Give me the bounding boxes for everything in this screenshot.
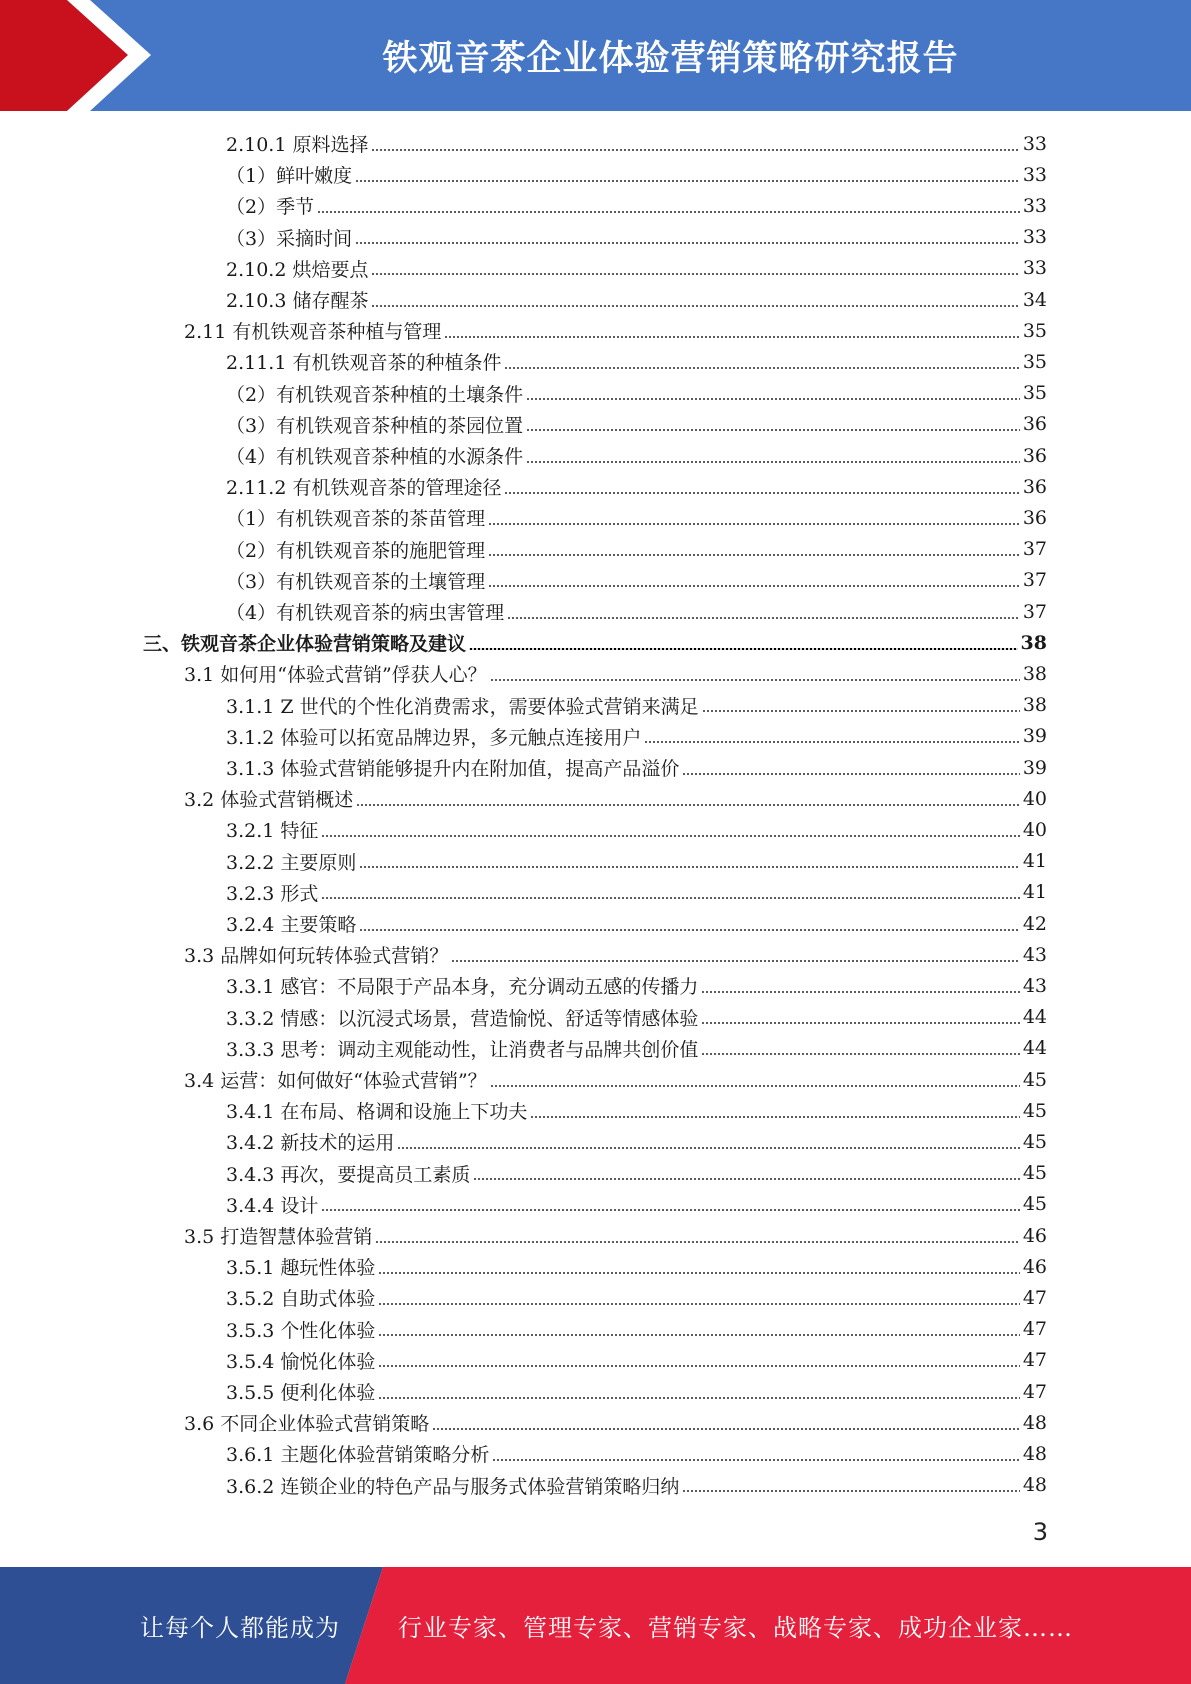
toc-entry-page: 37 xyxy=(1022,600,1047,623)
toc-entry-title: （2）季节 xyxy=(226,196,315,219)
toc-entry[interactable] xyxy=(226,190,1047,221)
toc-entry-page: 38 xyxy=(1022,662,1047,685)
toc-dot-leader xyxy=(378,1397,1019,1399)
toc-dot-leader xyxy=(356,804,1020,806)
toc-entry-title: 3.2.1 特征 xyxy=(226,820,319,843)
toc-entry-page: 39 xyxy=(1022,756,1047,779)
toc-entry-title: 3.5.1 趣玩性体验 xyxy=(226,1257,376,1280)
toc-entry-page: 36 xyxy=(1022,475,1047,498)
toc-entry[interactable] xyxy=(226,1189,1047,1220)
toc-entry-page: 42 xyxy=(1022,912,1047,935)
toc-entry[interactable] xyxy=(226,284,1047,315)
toc-entry-page: 39 xyxy=(1022,725,1047,748)
page-footer xyxy=(0,1567,1191,1684)
toc-entry-title: 3.3.3 思考：调动主观能动性，让消费者与品牌共创价值 xyxy=(226,1038,699,1061)
toc-entry-title: 2.11.2 有机铁观音茶的管理途径 xyxy=(226,477,502,500)
toc-entry[interactable] xyxy=(226,222,1047,253)
toc-dot-leader xyxy=(702,710,1020,712)
toc-entry[interactable] xyxy=(226,346,1047,377)
toc-entry-title: 3.4 运营：如何做好“体验式营销”？ xyxy=(184,1070,487,1092)
toc-entry-title: 3.1.2 体验可以拓宽品牌边界，多元触点连接用户 xyxy=(226,726,642,749)
toc-entry-page: 47 xyxy=(1022,1318,1047,1341)
toc-entry[interactable] xyxy=(226,159,1047,190)
toc-dot-leader xyxy=(359,866,1019,868)
toc-entry[interactable] xyxy=(226,409,1047,440)
toc-dot-leader xyxy=(451,960,1020,962)
toc-entry-title: 3.5.3 个性化体验 xyxy=(226,1319,376,1342)
toc-entry-page: 37 xyxy=(1022,569,1047,592)
toc-entry[interactable] xyxy=(226,502,1047,533)
toc-dot-leader xyxy=(682,773,1019,775)
toc-entry-title: （4）有机铁观音茶的病虫害管理 xyxy=(226,602,505,624)
toc-entry-page: 44 xyxy=(1022,1037,1047,1060)
toc-dot-leader xyxy=(526,461,1020,463)
toc-entry[interactable] xyxy=(226,253,1047,284)
toc-entry-page: 48 xyxy=(1022,1474,1047,1497)
toc-entry-title: 3.1.3 体验式营销能够提升内在附加值，提高产品溢价 xyxy=(226,758,680,780)
page-number: 3 xyxy=(1032,1518,1048,1546)
toc-entry[interactable] xyxy=(226,1251,1047,1282)
toc-entry-title: 三、铁观音茶企业体验营销策略及建议 xyxy=(143,633,467,656)
toc-entry-page: 45 xyxy=(1022,1193,1047,1216)
toc-entry-page: 41 xyxy=(1022,881,1047,904)
toc-entry-title: （2）有机铁观音茶的施肥管理 xyxy=(226,539,486,562)
toc-dot-leader xyxy=(488,554,1020,556)
toc-entry-page: 44 xyxy=(1022,1006,1047,1029)
toc-dot-leader xyxy=(378,1334,1019,1336)
toc-entry[interactable] xyxy=(226,596,1047,627)
toc-entry-page: 40 xyxy=(1022,787,1047,810)
toc-entry-title: 3.2.4 主要策略 xyxy=(226,914,357,936)
toc-entry-title: （3）有机铁观音茶种植的茶园位置 xyxy=(226,414,524,437)
toc-entry-page: 45 xyxy=(1022,1068,1047,1091)
toc-dot-leader xyxy=(321,897,1019,899)
toc-entry-title: 3.1.1 Z 世代的个性化消费需求，需要体验式营销来满足 xyxy=(226,695,699,718)
toc-entry[interactable] xyxy=(226,877,1047,908)
toc-entry-page: 40 xyxy=(1022,818,1047,841)
toc-dot-leader xyxy=(504,492,1019,494)
toc-entry-page: 41 xyxy=(1022,850,1047,873)
toc-entry-title: 3.2 体验式营销概述 xyxy=(184,789,354,812)
toc-dot-leader xyxy=(317,211,1020,213)
toc-entry-title: 2.10.2 烘焙要点 xyxy=(226,258,369,281)
toc-entry-title: 3.4.3 再次，要提高员工素质 xyxy=(226,1163,471,1186)
toc-dot-leader xyxy=(359,929,1019,931)
toc-entry-title: （4）有机铁观音茶种植的水源条件 xyxy=(226,446,524,468)
toc-entry[interactable] xyxy=(184,1220,1047,1251)
toc-entry[interactable] xyxy=(226,814,1047,845)
footer-slogan-right: 行业专家、管理专家、营销专家、战略专家、成功企业家…… xyxy=(398,1614,1073,1642)
toc-entry-title: 3.2.2 主要原则 xyxy=(226,851,357,874)
toc-entry[interactable] xyxy=(226,565,1047,596)
toc-dot-leader xyxy=(371,149,1019,151)
toc-entry[interactable] xyxy=(184,939,1047,970)
toc-dot-leader xyxy=(378,1272,1019,1274)
toc-entry[interactable] xyxy=(226,846,1047,877)
toc-entry[interactable] xyxy=(184,783,1047,814)
toc-dot-leader xyxy=(530,1116,1019,1118)
toc-entry-page: 38 xyxy=(1020,631,1047,654)
toc-entry-title: 3.1 如何用“体验式营销”俘获人心？ xyxy=(184,664,487,687)
toc-dot-leader xyxy=(397,1147,1019,1149)
toc-entry-page: 36 xyxy=(1022,444,1047,467)
toc-entry-page: 33 xyxy=(1022,163,1047,186)
header-title: 铁观音茶企业体验营销策略研究报告 xyxy=(382,38,959,79)
toc-dot-leader xyxy=(473,1178,1019,1180)
toc-entry-page: 45 xyxy=(1022,1130,1047,1153)
toc-entry-title: 2.11.1 有机铁观音茶的种植条件 xyxy=(226,352,502,375)
toc-entry-title: （1）有机铁观音茶的茶苗管理 xyxy=(226,508,486,531)
toc-entry-page: 48 xyxy=(1022,1411,1047,1434)
toc-entry-title: 3.4.4 设计 xyxy=(226,1194,319,1217)
toc-entry-page: 46 xyxy=(1022,1224,1047,1247)
toc-entry-page: 36 xyxy=(1022,506,1047,529)
toc-entry-page: 43 xyxy=(1022,974,1047,997)
toc-dot-leader xyxy=(321,835,1019,837)
toc-entry-title: 2.11 有机铁观音茶种植与管理 xyxy=(184,321,442,344)
toc-entry-page: 37 xyxy=(1022,538,1047,561)
toc-entry[interactable] xyxy=(226,721,1047,752)
toc-dot-leader xyxy=(371,273,1019,275)
toc-entry-page: 35 xyxy=(1022,350,1047,373)
toc-entry-title: 3.3.2 情感：以沉浸式场景，营造愉悦、舒适等情感体验 xyxy=(226,1007,699,1030)
footer-slogan-left: 让每个人都能成为 xyxy=(140,1614,340,1642)
toc-entry-title: 3.3 品牌如何玩转体验式营销？ xyxy=(184,945,449,968)
toc-entry-title: （1）鲜叶嫩度 xyxy=(226,165,353,188)
toc-entry-title: （3）有机铁观音茶的土壤管理 xyxy=(226,570,486,593)
toc-entry[interactable] xyxy=(226,128,1047,159)
toc-dot-leader xyxy=(488,585,1020,587)
toc-entry-page: 47 xyxy=(1022,1286,1047,1309)
page-header xyxy=(0,0,1191,111)
toc-entry-page: 35 xyxy=(1022,382,1047,405)
toc-dot-leader xyxy=(355,180,1020,182)
toc-entry-title: 3.3.1 感官：不局限于产品本身，充分调动五感的传播力 xyxy=(226,976,699,999)
toc-dot-leader xyxy=(371,305,1019,307)
toc-entry[interactable] xyxy=(226,1438,1047,1469)
toc-entry-page: 33 xyxy=(1022,194,1047,217)
toc-entry-page: 33 xyxy=(1022,257,1047,280)
toc-entry[interactable] xyxy=(184,1407,1047,1438)
toc-entry-title: 3.6 不同企业体验式营销策略 xyxy=(184,1413,430,1436)
toc-entry[interactable] xyxy=(226,1376,1047,1407)
toc-dot-leader xyxy=(644,741,1019,743)
toc-dot-leader xyxy=(378,1303,1019,1305)
toc-entry[interactable] xyxy=(226,471,1047,502)
toc-entry[interactable] xyxy=(143,627,1047,658)
toc-entry[interactable] xyxy=(184,315,1047,346)
toc-dot-leader xyxy=(526,429,1020,431)
toc-dot-leader xyxy=(682,1490,1019,1492)
toc-entry-page: 45 xyxy=(1022,1162,1047,1185)
toc-entry[interactable] xyxy=(226,1095,1047,1126)
toc-entry-title: 3.2.3 形式 xyxy=(226,882,319,905)
toc-entry[interactable] xyxy=(184,1064,1047,1095)
toc-entry-page: 33 xyxy=(1022,226,1047,249)
toc-entry-title: 3.6.1 主题化体验营销策略分析 xyxy=(226,1444,490,1467)
toc-entry-title: 2.10.3 储存醒茶 xyxy=(226,290,369,312)
toc-dot-leader xyxy=(378,1365,1019,1367)
toc-entry-page: 35 xyxy=(1022,319,1047,342)
toc-entry[interactable] xyxy=(226,1282,1047,1313)
toc-dot-leader xyxy=(375,1241,1020,1243)
toc-entry-page: 33 xyxy=(1022,132,1047,155)
toc-dot-leader xyxy=(701,991,1019,993)
toc-entry-title: 2.10.1 原料选择 xyxy=(226,134,369,156)
toc-entry-title: 3.6.2 连锁企业的特色产品与服务式体验营销策略归纳 xyxy=(226,1475,680,1498)
toc-entry[interactable] xyxy=(226,1158,1047,1189)
toc-entry-page: 45 xyxy=(1022,1099,1047,1122)
toc-entry-title: 3.5.2 自助式体验 xyxy=(226,1288,376,1311)
toc-entry-title: 3.5.4 愉悦化体验 xyxy=(226,1350,376,1373)
toc-entry-page: 43 xyxy=(1022,943,1047,966)
toc-entry[interactable] xyxy=(184,658,1047,689)
toc-entry[interactable] xyxy=(226,752,1047,783)
toc-entry-page: 47 xyxy=(1022,1380,1047,1403)
toc-entry[interactable] xyxy=(226,970,1047,1001)
toc-dot-leader xyxy=(492,1459,1019,1461)
toc-entry[interactable] xyxy=(226,534,1047,565)
toc-entry-title: （3）采摘时间 xyxy=(226,227,353,250)
toc-entry[interactable] xyxy=(226,440,1047,471)
toc-entry[interactable] xyxy=(226,1314,1047,1345)
toc-entry-title: 3.5 打造智慧体验营销 xyxy=(184,1226,373,1248)
toc-entry-page: 34 xyxy=(1022,288,1047,311)
toc-dot-leader xyxy=(701,1053,1019,1055)
toc-entry-title: 3.4.1 在布局、格调和设施上下功夫 xyxy=(226,1101,528,1124)
toc-entry-page: 36 xyxy=(1022,413,1047,436)
toc-entry[interactable] xyxy=(226,378,1047,409)
toc-entry[interactable] xyxy=(226,908,1047,939)
toc-entry-title: 3.5.5 便利化体验 xyxy=(226,1382,376,1404)
toc-dot-leader xyxy=(321,1209,1019,1211)
toc-dot-leader xyxy=(526,398,1020,400)
toc-entry[interactable] xyxy=(226,1002,1047,1033)
toc-dot-leader xyxy=(507,617,1020,619)
toc-entry-title: 3.4.2 新技术的运用 xyxy=(226,1132,395,1155)
toc-dot-leader xyxy=(490,679,1020,681)
toc-dot-leader xyxy=(355,242,1020,244)
toc-entry-page: 48 xyxy=(1022,1442,1047,1465)
toc-entry[interactable] xyxy=(226,1470,1047,1501)
toc-dot-leader xyxy=(432,1428,1020,1430)
toc-entry-page: 47 xyxy=(1022,1349,1047,1372)
toc-entry-page: 46 xyxy=(1022,1255,1047,1278)
toc-entry[interactable] xyxy=(226,1126,1047,1157)
toc-dot-leader xyxy=(444,336,1019,338)
toc-entry[interactable] xyxy=(226,1345,1047,1376)
toc-dot-leader xyxy=(504,367,1019,369)
toc-dot-leader xyxy=(469,648,1018,650)
toc-entry-title: （2）有机铁观音茶种植的土壤条件 xyxy=(226,383,524,406)
toc-entry[interactable] xyxy=(226,690,1047,721)
toc-entry[interactable] xyxy=(226,1033,1047,1064)
toc-dot-leader xyxy=(488,523,1020,525)
toc-dot-leader xyxy=(490,1085,1020,1087)
toc-dot-leader xyxy=(701,1022,1019,1024)
toc-entry-page: 38 xyxy=(1022,694,1047,717)
